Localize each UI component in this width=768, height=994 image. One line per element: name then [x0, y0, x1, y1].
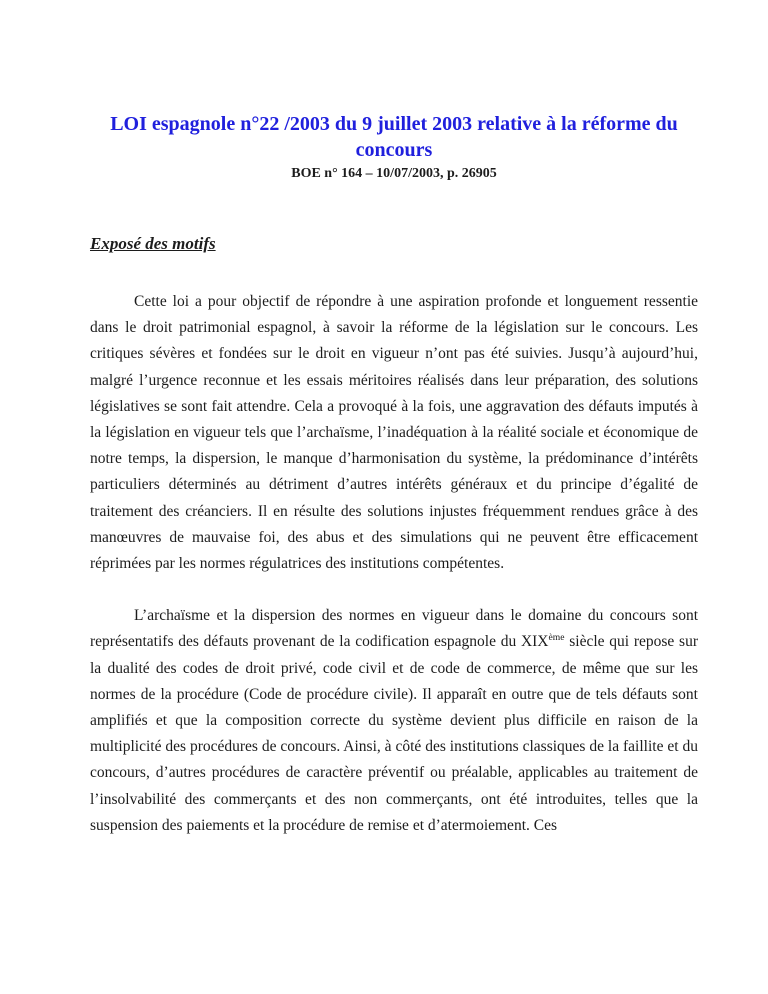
paragraph-2-text-before-superscript: L’archaïsme et la dispersion des normes en vigueur dans le domaine du concours sont représentatifs des défauts provenant de la codification espagnole du XIX [90, 607, 698, 651]
document-content [90, 111, 698, 839]
paragraph-2-text-after-superscript: siècle qui repose sur la dualité des codes de droit privé, code civil et de code de commerce, de même que sur les normes de la procédure (Code de procédure civile). Il apparaît en outre que de tels défauts sont amplifiés et que la composition correcte du système devient plus difficile en raison de la multiplicité des procédures de concours. Ainsi, à côté des institutions classiques de la faillite et du concours, d’autres procédures de caractère préventif ou préalable, applicables au traitement de l’insolvabilité des commerçants et des non commerçants, ont été introduites, telles que la suspension des paiements et la procédure de remise et d’atermoiement. Ces [90, 633, 698, 834]
document-reference: BOE n° 164 – 10/07/2003, p. 26905 [291, 166, 497, 181]
document-title: LOI espagnole n°22 /2003 du 9 juillet 2003 relative à la réforme du concours [110, 113, 678, 161]
section-heading: Exposé des motifs [90, 234, 216, 253]
paragraph-exposition-1: Cette loi a pour objectif de répondre à une aspiration profonde et longuement ressentie dans le droit patrimonial espagnol, à savoir la réforme de la législation sur le concours. Les critiques sévères et fondées sur le droit en vigueur n’ont pas été suivies. Jusqu’à aujourd’hui, malgré l’urgence reconnue et les essais méritoires réalisés dans leur préparation, des solutions législatives se sont fait attendre. Cela a provoqué à la fois, une aggravation des défauts imputés à la législation en vigueur tels que l’archaïsme, l’inadéquation à la réalité sociale et économique de notre temps, la dispersion, le manque d’harmonisation du système, la prédominance d’intérêts particuliers déterminés au détriment d’autres intérêts généraux et du principe d’égalité de traitement des créanciers. Il en résulte des solutions injustes fréquemment rendues grâce à des manœuvres de mauvaise foi, des abus et des simulations qui ne peuvent être efficacement réprimées par les normes régulatrices des institutions compétentes. [90, 293, 698, 573]
paragraph-exposition-2 [90, 603, 698, 839]
roman-numeral-ordinal-superscript: ème [548, 632, 565, 644]
